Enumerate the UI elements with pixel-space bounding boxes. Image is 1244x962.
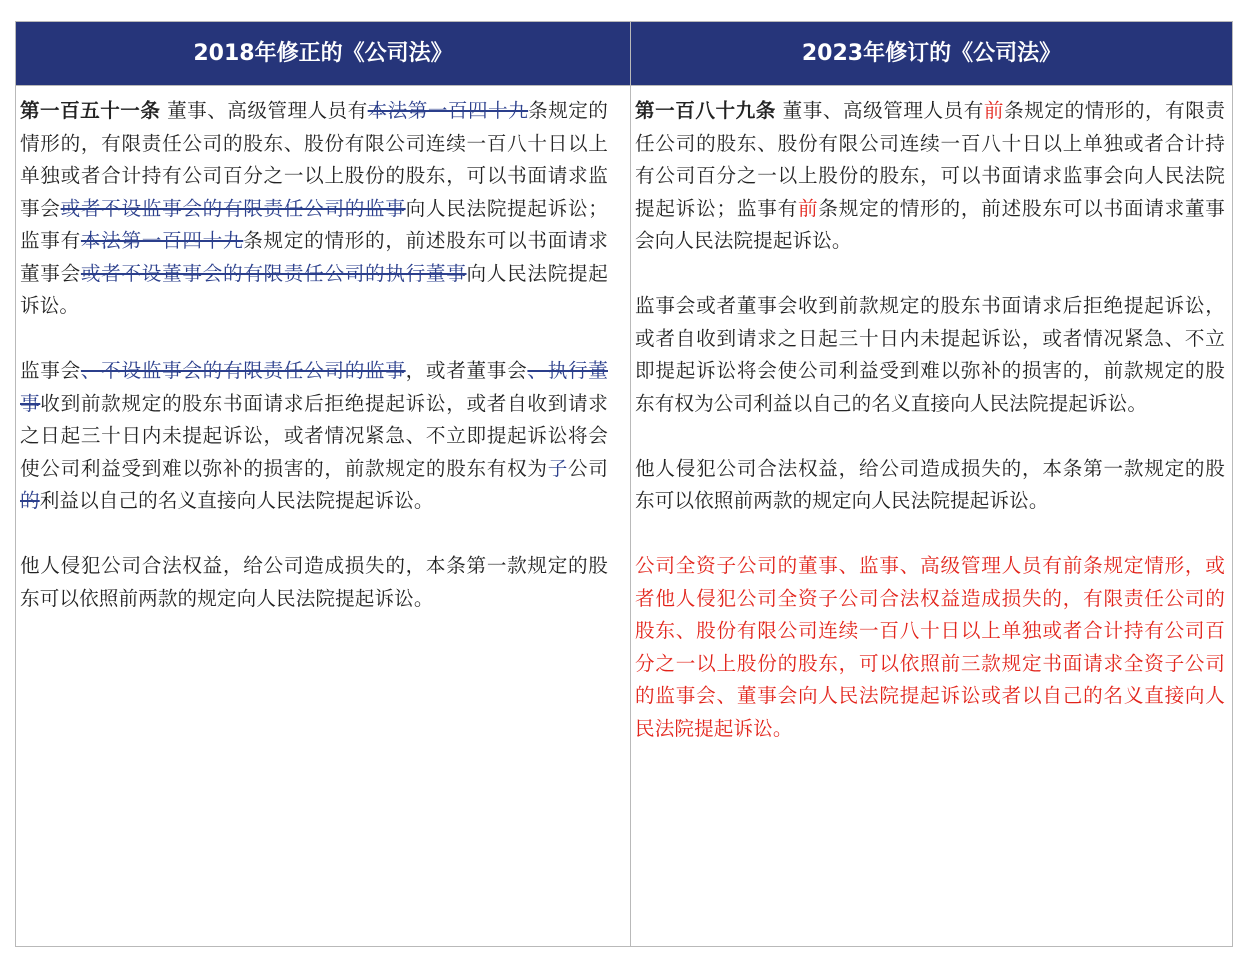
deleted-text: 或者不设监事会的有限责任公司的监事	[60, 196, 406, 220]
text: 董事、高级管理人员有	[160, 99, 368, 122]
deleted-text: 的	[20, 489, 40, 512]
deleted-text: 本法第一百四十九	[367, 99, 529, 122]
text: 公司	[568, 456, 608, 480]
paragraph-2018-2	[20, 355, 608, 518]
column-divider	[630, 22, 631, 946]
inserted-text: 子	[547, 456, 568, 480]
column-2018	[20, 95, 608, 648]
text: 条规定的情形的，有限责任公司的股东、股份有限公司连续一百八十日以上单独或者合计持有公司百分之一以上股份的股东，可以书面请求监事会向人民法院提起诉讼；监事有	[635, 99, 1226, 220]
comparison-table	[15, 21, 1233, 947]
text: 收到前款规定的股东书面请求后拒绝提起诉讼，或者自收到请求之日起三十日内未提起诉讼，或者情况紧急、不立即提起诉讼将会使公司利益受到难以弥补的损害的，前款规定的股东有权为	[20, 391, 608, 480]
column-2023	[635, 95, 1225, 778]
changed-text: 前	[983, 99, 1005, 122]
text: 董事、高级管理人员有	[775, 99, 984, 122]
header-2018: 2018年修正的《公司法》	[193, 41, 453, 66]
text: 条规定的情形的，有限责任公司的股东、股份有限公司连续一百八十日以上单独或者合计持有公司百分之一以上股份的股东，可以书面请求监事会	[20, 99, 609, 220]
deleted-text: 本法第一百四十九	[80, 229, 244, 252]
changed-text: 前	[797, 196, 819, 220]
paragraph-2023-3: 他人侵犯公司合法权益，给公司造成损失的，本条第一款规定的股东可以依照前两款的规定向人民法院提起诉讼。	[635, 456, 1225, 512]
deleted-text: 、不设监事会的有限责任公司的监事	[80, 359, 406, 382]
paragraph-2018-1	[20, 95, 608, 323]
table-header	[16, 22, 1232, 85]
header-divider	[16, 85, 1232, 86]
text: 监事会	[20, 359, 81, 382]
text: 向人民法院提起诉讼；监事有	[20, 196, 609, 252]
text: 向人民法院提起诉讼。	[20, 261, 608, 317]
header-2023: 2023年修订的《公司法》	[801, 41, 1062, 66]
paragraph-2023-2: 监事会或者董事会收到前款规定的股东书面请求后拒绝提起诉讼，或者自收到请求之日起三十日内未提起诉讼，或者情况紧急、不立即提起诉讼将会使公司利益受到难以弥补的损害的，前款规定的股东有权为公司利益以自己的名义直接向人民法院提起诉讼。	[635, 294, 1225, 415]
text: 条规定的情形的，前述股东可以书面请求董事会向人民法院提起诉讼。	[635, 196, 1225, 252]
paragraph-2023-4-new: 公司全资子公司的董事、监事、高级管理人员有前条规定情形，或者他人侵犯公司全资子公司合法权益造成损失的，有限责任公司的股东、股份有限公司连续一百八十日以上单独或者合计持有公司百分之一以上股份的股东，可以依照前三款规定书面请求全资子公司的监事会、董事会向人民法院提起诉讼或者以自己的名义直接向人民法院提起诉讼。	[635, 554, 1225, 740]
article-number: 第一百八十九条	[635, 99, 776, 122]
text: 利益以自己的名义直接向人民法院提起诉讼。	[39, 489, 434, 512]
paragraph-2018-3: 他人侵犯公司合法权益，给公司造成损失的，本条第一款规定的股东可以依照前两款的规定向人民法院提起诉讼。	[20, 554, 608, 610]
deleted-text: 或者不设董事会的有限责任公司的执行董事	[80, 261, 467, 285]
article-number: 第一百五十一条	[20, 99, 161, 122]
deleted-text: 、执行董事	[20, 359, 608, 415]
text: ，或者董事会	[405, 359, 528, 382]
text: 条规定的情形的，前述股东可以书面请求董事会	[20, 229, 608, 285]
paragraph-2023-1	[635, 95, 1225, 258]
